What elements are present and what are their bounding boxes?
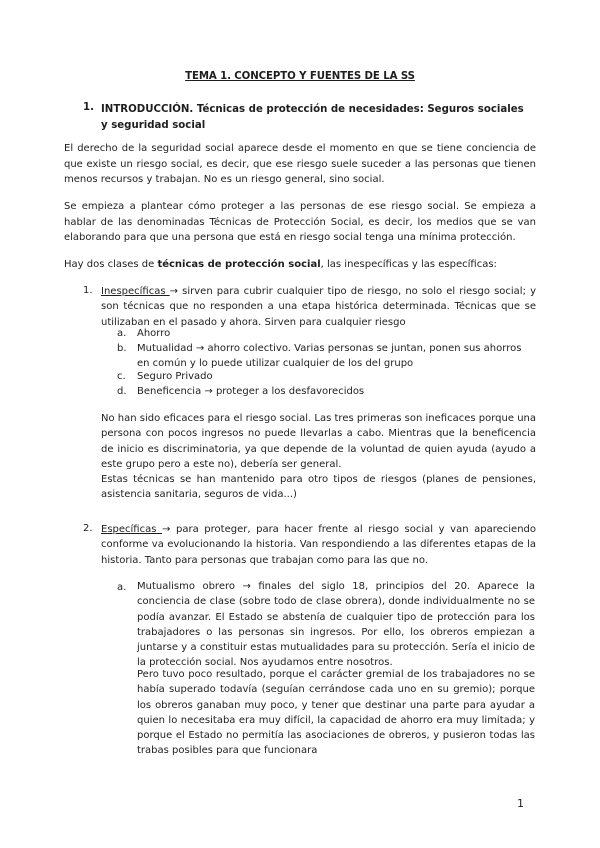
subitem-b-term: Mutualidad <box>137 343 193 354</box>
subitem-b-desc: → ahorro colectivo. Varias personas se juntan, ponen sus ahorros en común y lo puede utilizar cualquier de los del grupo <box>137 343 522 370</box>
paragraph-3-bold: técnicas de protección social <box>157 259 321 270</box>
subitem-c-term: Seguro Privado <box>137 371 213 382</box>
subitem-a <box>137 326 535 341</box>
item-1-text <box>101 284 536 330</box>
paragraph-1: El derecho de la seguridad social aparece desde el momento en que se tiene conciencia de que existe un riesgo social, es decir, que ese riesgo suele suceder a las personas que tienen menos recursos y trabajan. No es un riesgo general, sino social. <box>64 143 536 186</box>
subitem-2a <box>137 579 535 671</box>
item-1-desc: → sirven para cubrir cualquier tipo de riesgo, no solo el riesgo social; y son técnicas que no responden a una etapa histórica determinada. Técnicas que se utilizaban en el pasado y ahora. Sirven para cualquier riesgo <box>101 286 536 328</box>
paragraph-3-pre: Hay dos clases de <box>64 259 158 270</box>
item-2-term: Específicas <box>101 524 163 535</box>
page-number: 1 <box>517 797 524 810</box>
subitem-a-term: Ahorro <box>137 328 171 339</box>
item-1-note-1: No han sido eficaces para el riesgo social. Las tres primeras son ineficaces porque una persona con pocos ingresos no puede llevarlas a cabo. Mientras que la beneficencia de inicio es discriminatoria, ya que depende de la voluntad de quien ayuda (ayudo a este grupo pero a este no), debería ser general. <box>101 413 536 470</box>
subitem-d-letter: d. <box>117 386 127 397</box>
paragraph-3-post: , las inespecíficas y las específicas: <box>320 259 497 270</box>
section-heading: INTRODUCCIÓN. Técnicas de protección de necesidades: Seguros sociales y seguridad social <box>101 104 524 131</box>
subitem-2a-letter: a. <box>117 582 127 593</box>
document-title: TEMA 1. CONCEPTO Y FUENTES DE LA SS <box>185 71 415 82</box>
paragraph-3 <box>64 257 536 273</box>
subitem-c-letter: c. <box>117 371 126 382</box>
paragraph-2: Se empieza a plantear cómo proteger a las personas de ese riesgo social. Se empieza a hablar de las denominadas Técnicas de Protección Social, es decir, los medios que se van elaborando para que una persona que está en riesgo social tenga una mínima protección. <box>64 201 536 244</box>
subitem-d-term: Beneficencia <box>137 386 202 397</box>
subitem-d-desc: → proteger a los desfavorecidos <box>201 386 365 397</box>
subitem-2a-desc: → finales del siglo 18, principios del 20. Aparece la conciencia de clase (sobre todo de clase obrera), donde individualmente no se podía avanzar. El Estado se abstenía de cualquier tipo de protección para los trabajadores o las personas sin ingresos. Por ello, los obreros empiezan a juntarse y a constituir estas mutualidades para su protección. Sería el inicio de la protección social. Nos ayudamos entre nosotros. <box>137 581 536 669</box>
subitem-2a-continuation: Pero tuvo poco resultado, porque el carácter gremial de los trabajadores no se había superado todavía (seguían cerrándose cada uno en su gremio); porque los obreros ganaban muy poco, y tener que destinar una parte para ayudar a quien lo necesitaba era muy difícil, la capacidad de ahorro era muy limitada; y porque el Estado no permitía las asociaciones de obreros, y pusieron todas las trabas posibles para que funcionara <box>137 669 535 757</box>
subitem-2a-term: Mutualismo obrero <box>137 581 235 592</box>
item-2-desc: → para proteger, para hacer frente al riesgo social y van apareciendo conforme va evolucionando la historia. Van respondiendo a las diferentes etapas de la historia. Tanto para personas que trabajan como para las que no. <box>101 524 537 566</box>
item-1-number: 1. <box>83 285 93 296</box>
subitem-a-letter: a. <box>117 328 127 339</box>
item-1-note-2: Estas técnicas se han mantenido para otro tipos de riesgos (planes de pensiones, asistencia sanitaria, seguros de vida...) <box>101 474 536 501</box>
item-2-number: 2. <box>83 523 93 534</box>
subitem-b-letter: b. <box>117 343 127 354</box>
subitem-d <box>137 384 535 399</box>
section-number: 1. <box>83 102 94 113</box>
item-1-term: Inespecíficas <box>101 286 170 297</box>
subitem-c <box>137 369 535 384</box>
subitem-b <box>137 341 535 372</box>
item-2-text <box>101 522 536 568</box>
